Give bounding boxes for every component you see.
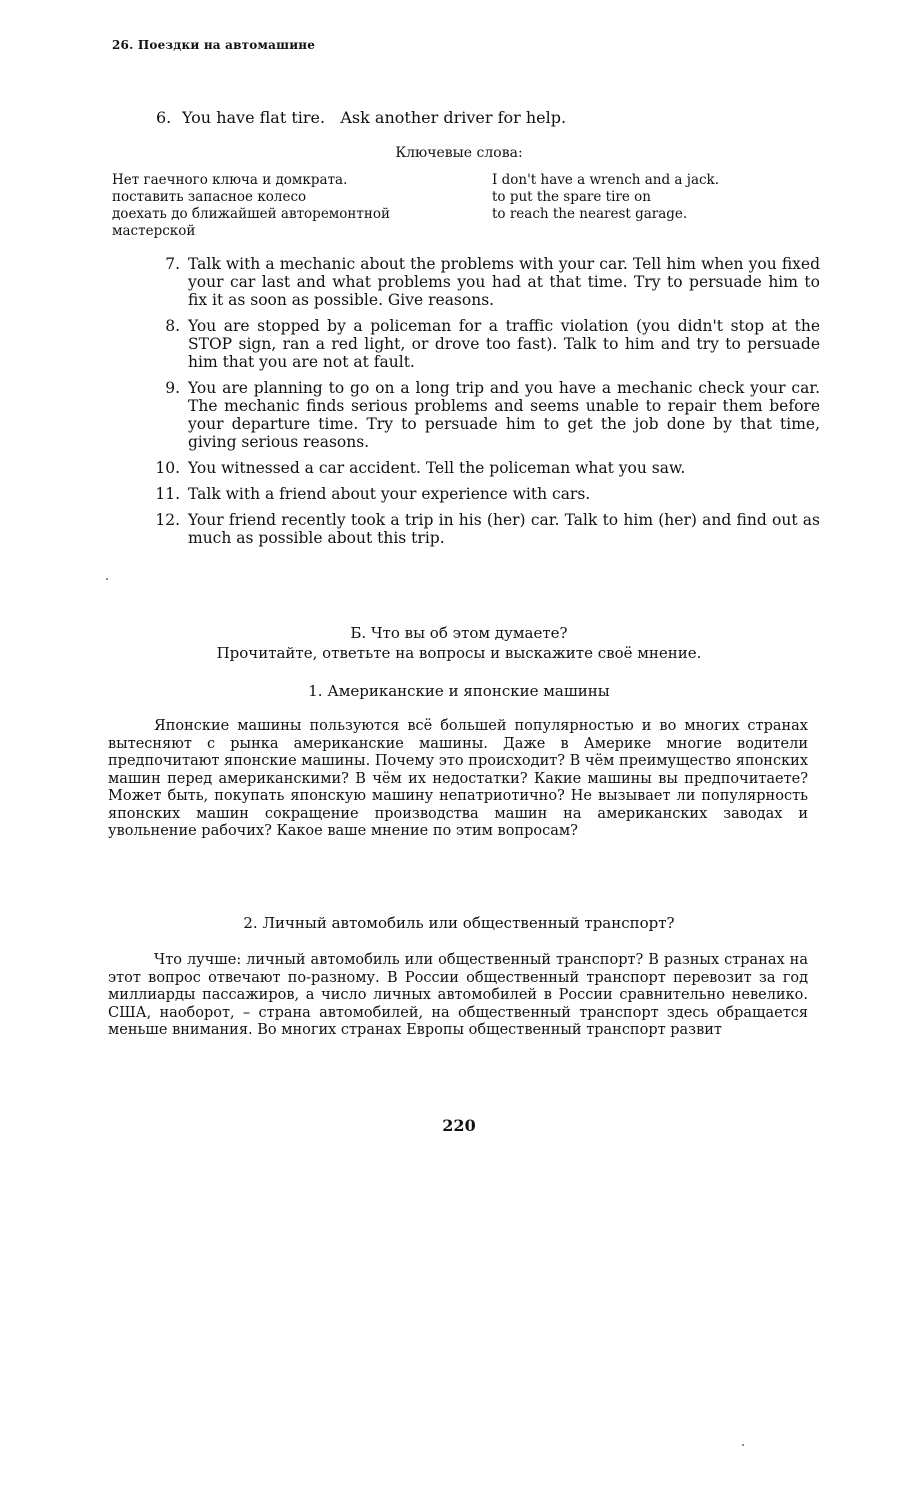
item-text: You are stopped by a policeman for a traffic violation (you didn't stop at the STOP sign, ran a red light, or drove too fast). Talk to him and try to persuade him that you are not at fault.	[188, 317, 820, 371]
exercise-item-8	[140, 317, 820, 371]
keyword-russian: доехать до ближайшей авторемонтной	[112, 206, 391, 222]
item-text: Your friend recently took a trip in his (her) car. Talk to him (her) and find out as much as possible about this trip.	[188, 511, 820, 547]
item-number: 6.	[156, 108, 172, 127]
topic-1-paragraph: Японские машины пользуются всё большей популярностью и во многих странах вытесняют с рынка американские машины. Даже в Америке многие водители предпочитают японские машины. Почему это происходит? В чём преимущество японских машин перед американскими? В чём их недостатки? Какие машины вы предпочитаете? Может быть, покупать японскую машину непатриотично? Не вызывает ли популярность японских машин сокращение производства машин на американских заводах и увольнение рабочих? Какое ваше мнение по этим вопросам?	[108, 718, 808, 839]
exercise-item-10	[140, 459, 820, 477]
section-b-subtitle: Прочитайте, ответьте на вопросы и выскажите своё мнение.	[216, 644, 702, 662]
item-text: You have flat tire. Ask another driver for help.	[182, 108, 567, 127]
keywords-russian-column	[112, 172, 472, 240]
page-number: 220	[442, 1116, 476, 1135]
exercise-item-11	[140, 485, 820, 503]
keyword-russian: Нет гаечного ключа и домкрата.	[112, 172, 348, 188]
item-number: 8.	[165, 317, 180, 335]
item-number: 11.	[155, 485, 180, 503]
topic-1-title: 1. Американские и японские машины	[308, 682, 610, 700]
item-number: 9.	[165, 379, 180, 397]
keyword-russian: поставить запасное колесо	[112, 189, 307, 205]
exercise-item-6	[156, 108, 566, 127]
keywords-title: Ключевые слова:	[395, 145, 523, 161]
exercise-list	[140, 255, 820, 555]
item-text: You witnessed a car accident. Tell the policeman what you saw.	[188, 459, 686, 477]
topic-2-paragraph: Что лучше: личный автомобиль или общественный транспорт? В разных странах на этот вопрос отвечают по-разному. В России общественный транспорт перевозит за год миллиарды пассажиров, а число личных автомобилей в России сравнительно невелико. США, наоборот, – страна автомобилей, на общественный транспорт здесь обращается меньше внимания. Во многих странах Европы общественный транспорт развит	[108, 952, 808, 1038]
scan-speck	[106, 578, 108, 580]
keyword-english: to put the spare tire on	[492, 189, 651, 205]
item-number: 12.	[155, 511, 180, 529]
keywords-english-column	[492, 172, 792, 223]
section-b-title: Б. Что вы об этом думаете?	[350, 624, 568, 642]
exercise-item-9	[140, 379, 820, 451]
keyword-russian: мастерской	[112, 223, 196, 239]
exercise-item-7	[140, 255, 820, 309]
scan-speck	[742, 1444, 744, 1446]
item-text: Talk with a friend about your experience with cars.	[188, 485, 591, 503]
item-number: 7.	[165, 255, 180, 273]
item-text: Talk with a mechanic about the problems with your car. Tell him when you fixed your car last and what problems you had at that time. Try to persuade him to fix it as soon as possible. Give reasons.	[188, 255, 820, 309]
item-number: 10.	[155, 459, 180, 477]
item-text: You are planning to go on a long trip and you have a mechanic check your car. The mechanic finds serious problems and seems unable to repair them before your departure time. Try to persuade him to get the job done by that time, giving serious reasons.	[188, 379, 820, 451]
running-header: 26. Поездки на автомашине	[112, 38, 316, 52]
exercise-item-12	[140, 511, 820, 547]
topic-2-title: 2. Личный автомобиль или общественный транспорт?	[243, 914, 675, 932]
keyword-english: I don't have a wrench and a jack.	[492, 172, 720, 188]
keyword-english: to reach the nearest garage.	[492, 206, 688, 222]
